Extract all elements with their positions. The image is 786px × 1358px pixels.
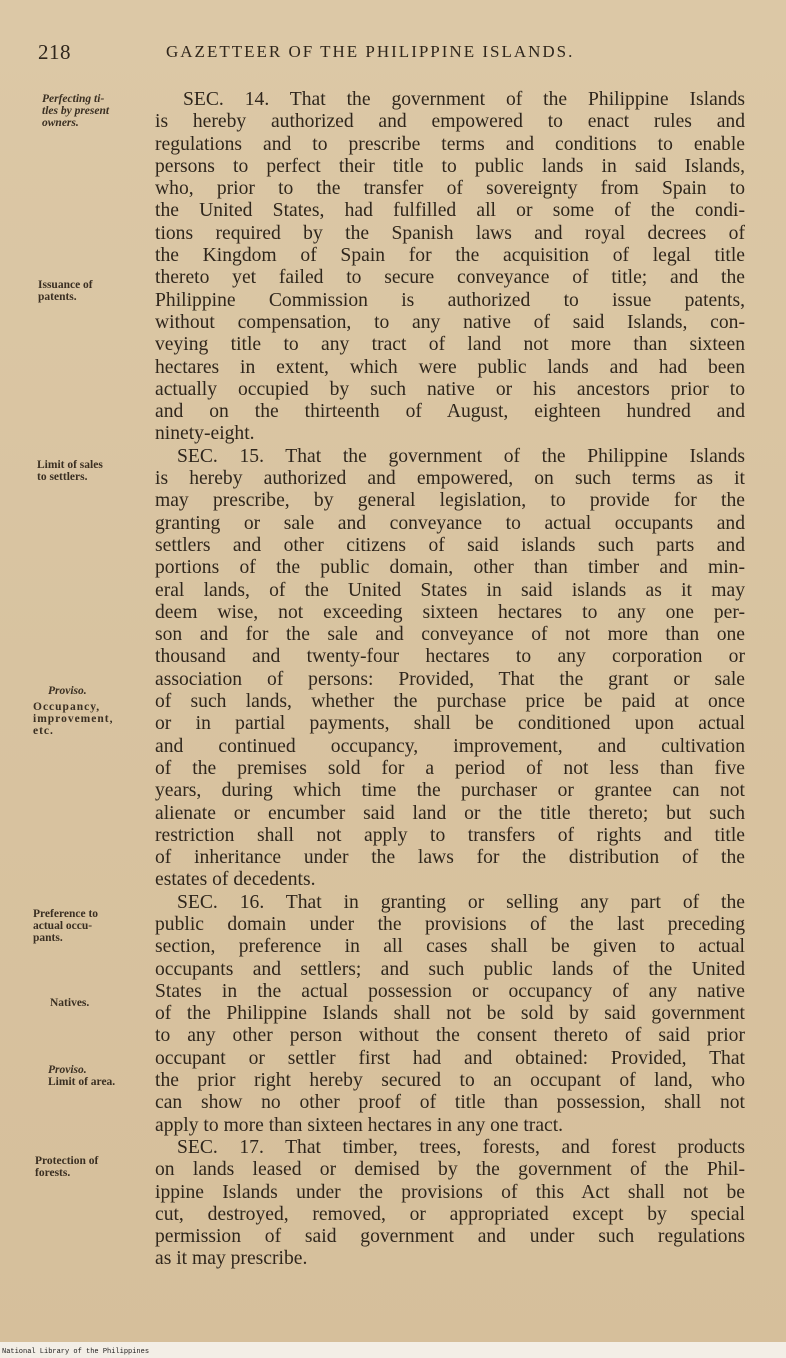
text-line: can show no other proof of title than possession, shall not [155, 1092, 745, 1114]
text-line: ippine Islands under the provisions of this Act shall not be [155, 1181, 745, 1203]
text-line: the Kingdom of Spain for the acquisition of legal title [155, 245, 745, 267]
text-line: SEC. 14. That the government of the Philippine Islands [183, 89, 745, 110]
text-line: Philippine Commission is authorized to issue patents, [155, 289, 745, 311]
margin-note-natives: Natives. [50, 997, 90, 1009]
margin-note-proviso: Proviso. [48, 685, 87, 697]
running-title: GAZETTEER OF THE PHILIPPINE ISLANDS. [166, 42, 575, 61]
text-line: persons to perfect their title to public lands in said Islands, [155, 155, 745, 177]
text-line: granting or sale and conveyance to actual occupants and [155, 512, 745, 534]
text-line: SEC. 17. That timber, trees, forests, and forest products [177, 1136, 745, 1158]
text-line: settlers and other citizens of said islands such parts and [155, 534, 745, 556]
text-line: ninety-eight. [155, 423, 255, 445]
text-line: on lands leased or demised by the government of the Phil- [155, 1159, 745, 1181]
text-line: tions required by the Spanish laws and royal decrees of [155, 222, 745, 244]
text-line: of the Philippine Islands shall not be sold by said government [155, 1003, 745, 1025]
margin-note-protection-of-forests: Protection of forests. [35, 1155, 99, 1179]
text-line: as it may prescribe. [155, 1248, 308, 1270]
body-text [155, 89, 745, 1271]
text-line: section, preference in all cases shall be given to actual [155, 936, 745, 958]
text-line: association of persons: Provided, That the grant or sale [155, 668, 745, 690]
margin-notes [0, 0, 160, 1358]
text-line: may prescribe, by general legislation, to provide for the [155, 490, 745, 512]
text-line: veying title to any tract of land not more than sixteen [155, 334, 745, 356]
text-line: who, prior to the transfer of sovereignty from Spain to [155, 178, 745, 200]
text-line: of the premises sold for a period of not less than five [155, 757, 745, 779]
text-line: the United States, had fulfilled all or some of the condi- [155, 200, 745, 222]
margin-note-issuance-of-patents: Issuance of patents. [38, 279, 93, 303]
text-line: the prior right hereby secured to an occupant of land, who [155, 1070, 745, 1092]
margin-note-preference: Preference to actual occu- pants. [33, 908, 99, 944]
footer-credit: National Library of the Philippines [2, 1348, 150, 1356]
text-line: and continued occupancy, improvement, and cultivation [155, 735, 745, 757]
text-line: regulations and to prescribe terms and conditions to enable [155, 133, 745, 155]
margin-note-occupancy: Occupancy, improvement, etc. [33, 701, 114, 737]
page-number: 218 [38, 40, 71, 64]
text-line: years, during which time the purchaser or grantee can not [155, 780, 745, 802]
text-line: of such lands, whether the purchase price be paid at once [155, 691, 745, 713]
text-line: SEC. 16. That in granting or selling any part of the [177, 891, 745, 913]
text-line: eral lands, of the United States in said islands as it may [155, 579, 745, 601]
text-line: or in partial payments, shall be conditioned upon actual [155, 713, 745, 735]
text-line: is hereby authorized and empowered, on such terms as it [155, 468, 745, 490]
text-line: son and for the sale and conveyance of not more than one [155, 624, 745, 646]
text-line: apply to more than sixteen hectares in any one tract. [155, 1114, 564, 1136]
text-line: and on the thirteenth of August, eighteen hundred and [155, 401, 745, 423]
text-line: States in the actual possession or occupancy of any native [155, 980, 745, 1002]
text-line: SEC. 15. That the government of the Philippine Islands [177, 445, 745, 467]
text-line: permission of said government and under such regulations [155, 1226, 745, 1248]
text-line: alienate or encumber said land or the title thereto; but such [155, 802, 745, 824]
margin-note-limit-of-sales: Limit of sales to settlers. [37, 459, 103, 483]
text-line: estates of decedents. [155, 869, 316, 891]
text-line: occupant or settler first had and obtained: Provided, That [155, 1047, 745, 1069]
text-line: restriction shall not apply to transfers of rights and title [155, 824, 745, 846]
margin-note-perfecting-titles: Perfecting ti- tles by present owners. [42, 93, 110, 129]
margin-note-proviso-2: Proviso. [48, 1064, 87, 1076]
text-line: deem wise, not exceeding sixteen hectares to any one per- [155, 601, 745, 623]
text-line: public domain under the provisions of the last preceding [155, 913, 745, 935]
text-line: is hereby authorized and empowered to enact rules and [155, 111, 745, 133]
text-line: of inheritance under the laws for the distribution of the [155, 847, 745, 869]
text-line: thereto yet failed to secure conveyance of title; and the [155, 267, 745, 289]
text-line: occupants and settlers; and such public lands of the United [155, 958, 745, 980]
text-line: thousand and twenty-four hectares to any corporation or [155, 646, 745, 668]
text-line: cut, destroyed, removed, or appropriated except by special [155, 1203, 745, 1225]
margin-note-limit-of-area: Limit of area. [48, 1076, 116, 1088]
text-line: portions of the public domain, other than timber and min- [155, 557, 745, 579]
text-line: hectares in extent, which were public lands and had been [155, 356, 745, 378]
text-line: to any other person without the consent thereto of said prior [155, 1025, 745, 1047]
text-line: actually occupied by such native or his ancestors prior to [155, 378, 745, 400]
text-line: without compensation, to any native of said Islands, con- [155, 311, 745, 333]
